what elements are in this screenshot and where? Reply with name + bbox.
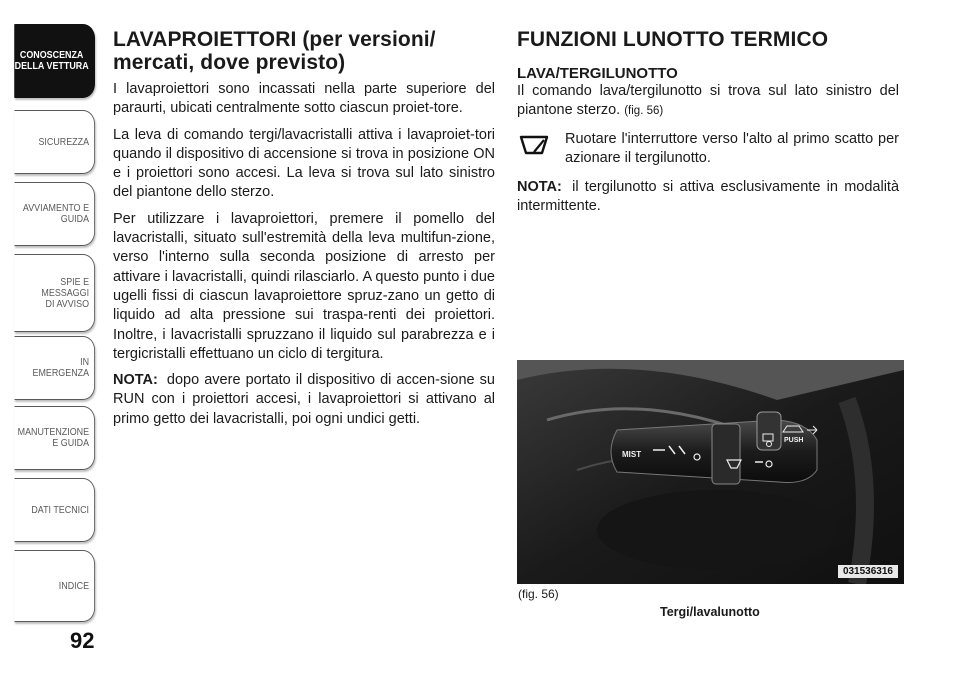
note-paragraph	[113, 371, 495, 429]
figure-56-photo	[517, 360, 904, 584]
note-text: il tergilunotto si attiva esclusivamente in modalità intermittente.	[517, 179, 900, 215]
note-label: NOTA:	[113, 372, 158, 389]
left-column	[113, 28, 495, 436]
rear-wiper-icon	[519, 134, 549, 156]
page-number: 92	[70, 628, 95, 653]
lever-push-label: PUSH	[784, 437, 804, 444]
right-column	[517, 28, 899, 224]
figure-reference[interactable]: (fig. 56)	[624, 105, 664, 118]
note-text: dopo avere portato il dispositivo di accen-sione su RUN con i proiettori accesi, i lavaproiettori si attivano al primo getto dei lavacristalli, poi ogni undici getti.	[113, 372, 495, 427]
instruction-item	[517, 130, 899, 169]
paragraph: La leva di comando tergi/lavacristalli attiva i lavaproiet-tori quando il dispositivo di accensione si trova in posizione ON e i proiettori sono accesi. La leva si trova sul lato sinistro del piantone dello sterzo.	[113, 126, 495, 201]
tab-emergenza[interactable]: IN EMERGENZA	[14, 336, 95, 400]
section-title-lunotto: FUNZIONI LUNOTTO TERMICO	[517, 28, 829, 51]
lever-mist-label: MIST	[622, 450, 642, 459]
tab-avviamento[interactable]: AVVIAMENTO E GUIDA	[14, 182, 95, 246]
tab-dati-tecnici[interactable]: DATI TECNICI	[14, 478, 95, 542]
figure-code: 031536316	[838, 565, 898, 578]
subsection-title: LAVA/TERGILUNOTTO	[517, 65, 678, 82]
tab-manutenzione[interactable]: MANUTENZIONE E GUIDA	[14, 406, 95, 470]
note-label: NOTA:	[517, 179, 562, 196]
paragraph-text: Il comando lava/tergilunotto si trova sul lato sinistro del piantone sterzo.	[517, 83, 899, 119]
paragraph: Per utilizzare i lavaproiettori, premere il pomello del lavacristalli, situato sull'estremità della leva multifun-zione, verso l'interno sulla seconda posizione di arresto per attivare i lavacristalli, quindi rilasciarlo. A questo punto i due ugelli fissi di ciascun lavaproiettore spruz-zano un getto di liquido ad alta pressione sui traspa-renti dei proiettori. Inoltre, i lavacristalli spruzzano il liquido sul parabrezza e i tergicristalli effettuano un ciclo di tergitura.	[113, 210, 495, 362]
paragraph	[517, 82, 899, 122]
figure-label: (fig. 56)	[518, 587, 559, 601]
steering-column-lever-illustration	[517, 360, 904, 584]
instruction-text: Ruotare l'interruttore verso l'alto al primo scatto per azionare il tergilunotto.	[565, 130, 899, 166]
tab-conoscenza[interactable]: CONOSCENZA DELLA VETTURA	[14, 24, 95, 98]
section-title-lavaproiettori: LAVAPROIETTORI (per versioni/ mercati, dove previsto)	[113, 28, 436, 74]
tab-indice[interactable]: INDICE	[14, 550, 95, 622]
tab-sicurezza[interactable]: SICUREZZA	[14, 110, 95, 174]
note-paragraph	[517, 178, 899, 217]
tab-spie[interactable]: SPIE E MESSAGGI DI AVVISO	[14, 254, 95, 332]
figure-caption: Tergi/lavalunotto	[660, 605, 760, 619]
paragraph: I lavaproiettori sono incassati nella parte superiore del paraurti, ubicati centralmente sotto ciascun proiet-tore.	[113, 81, 495, 117]
